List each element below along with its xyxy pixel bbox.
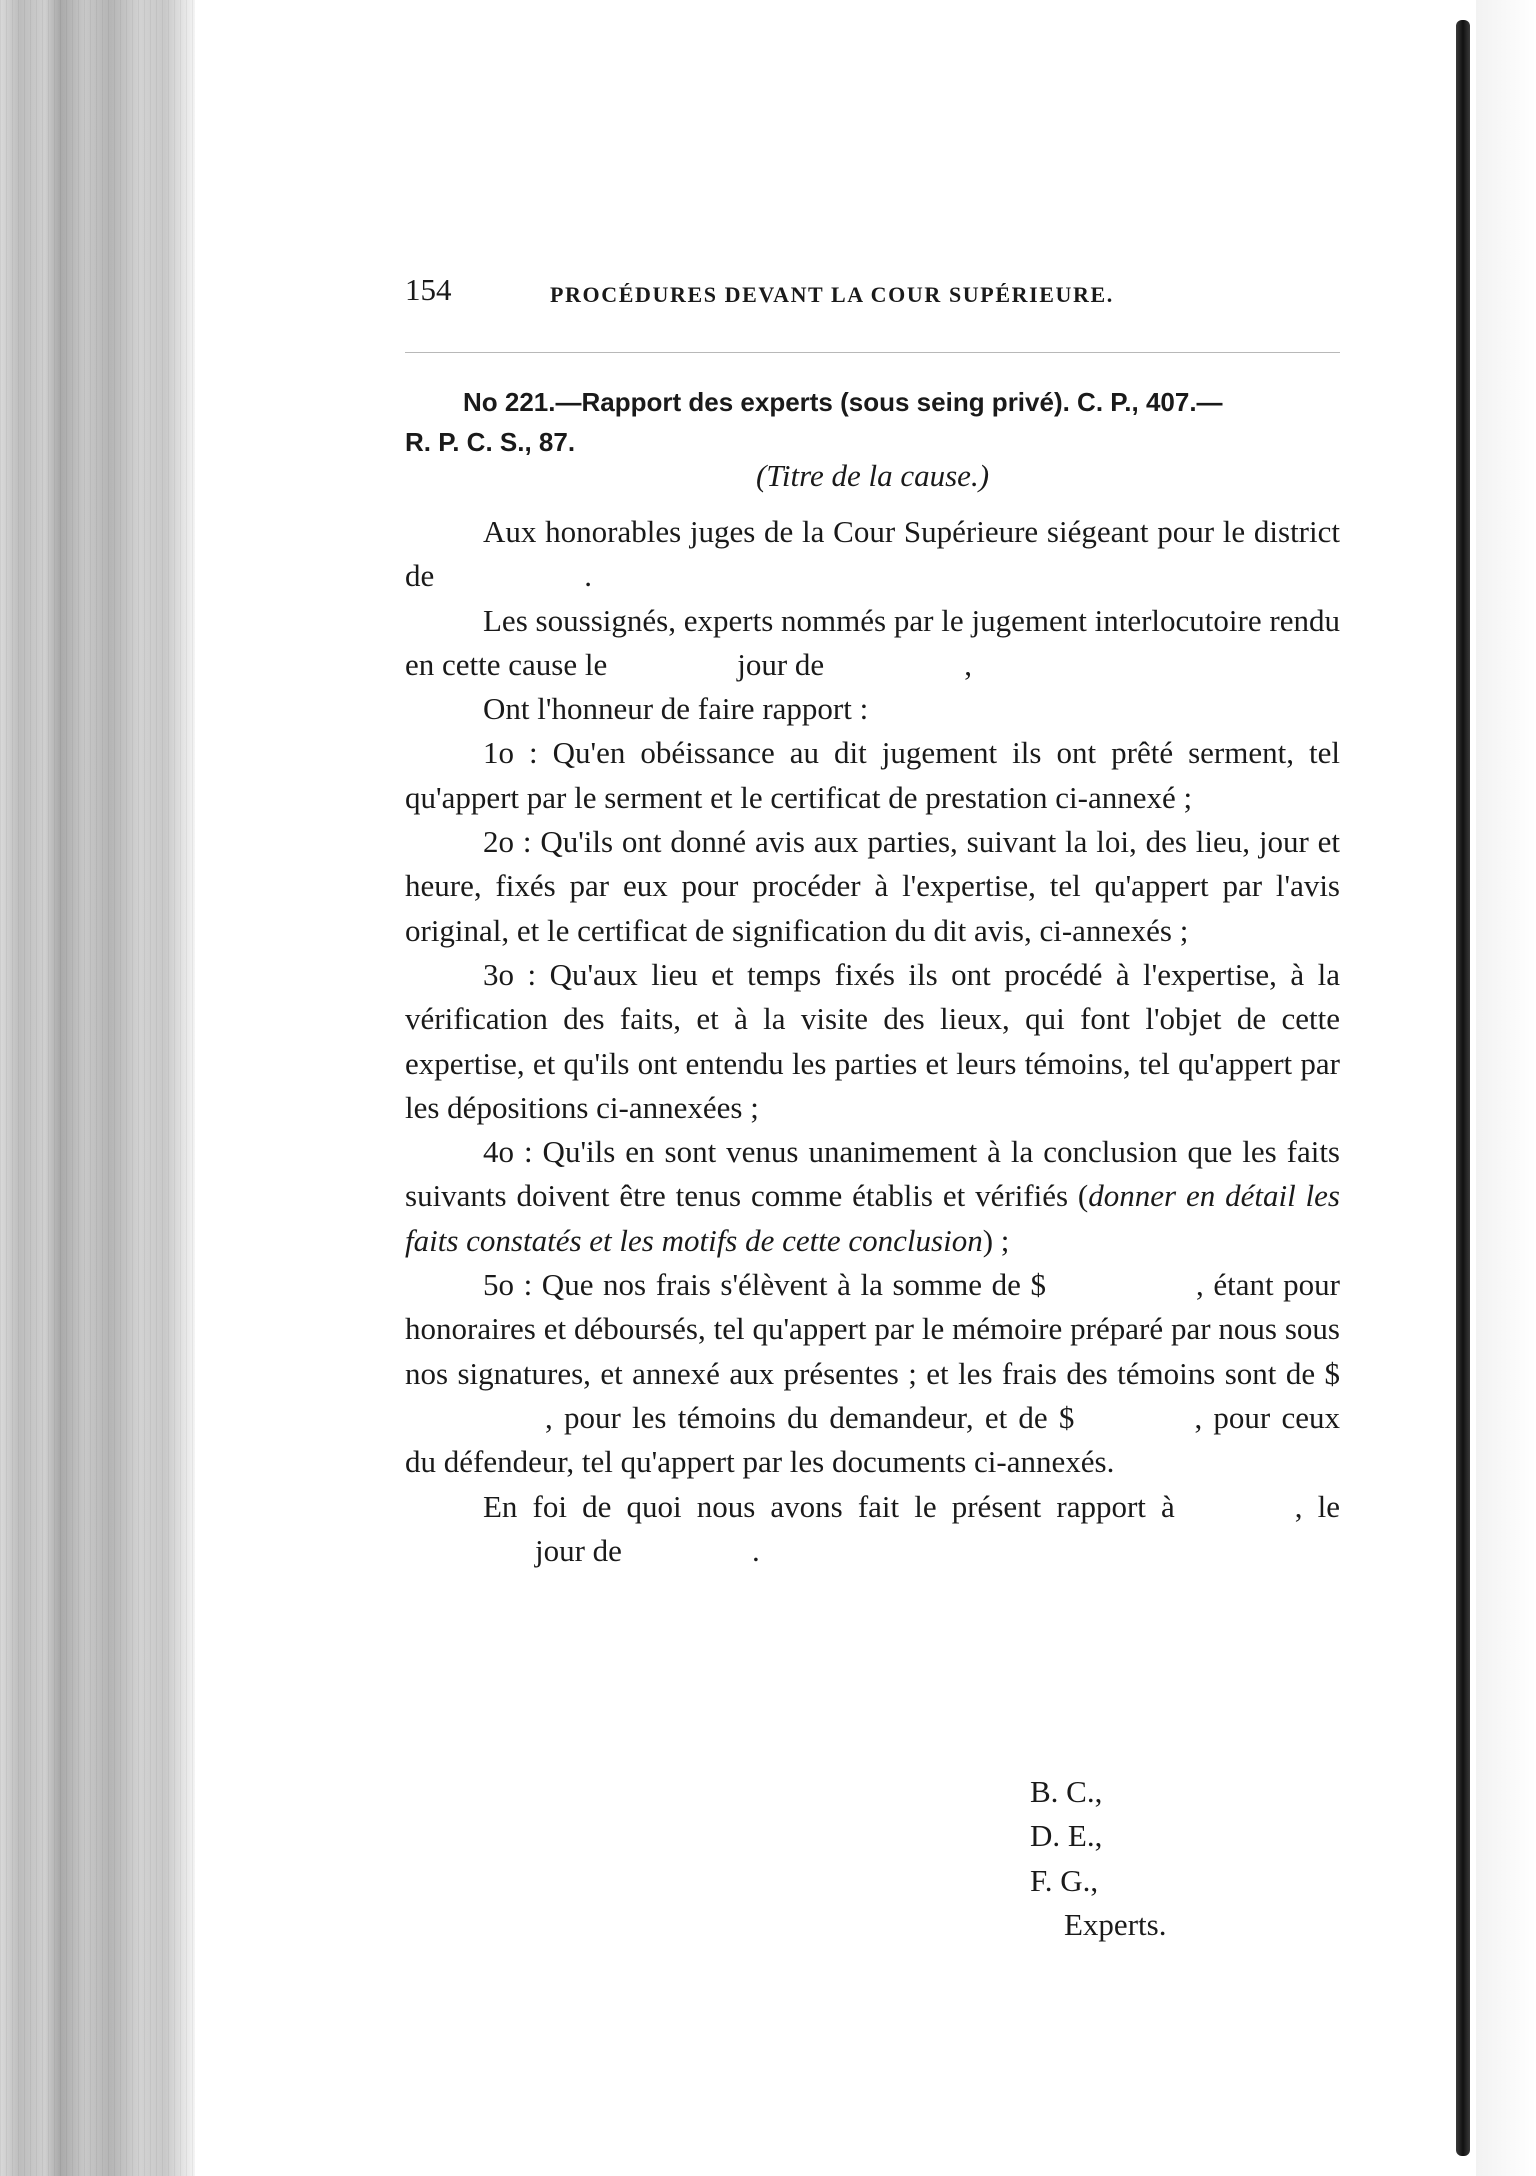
paragraph-intro: Les soussignés, experts nommés par le jugement interlocutoire rendu en cette cause le jour de , bbox=[405, 602, 1340, 682]
form-title-line-2: R. P. C. S., 87. bbox=[405, 427, 576, 457]
paragraph-item-4: 4o : Qu'ils en sont venus unanimement à la conclusion que les faits suivants doivent être tenus comme établis et vérifiés (donner en détail les faits constatés et les motifs de cette conclusion) ; bbox=[405, 1134, 1340, 1258]
report-body bbox=[405, 510, 1340, 1573]
signature-bc: B. C., bbox=[1030, 1774, 1103, 1809]
signature-de: D. E., bbox=[1030, 1818, 1103, 1854]
book-binding-edge bbox=[0, 0, 195, 2176]
header-rule bbox=[405, 352, 1340, 353]
paragraph-closing: En foi de quoi nous avons fait le présent rapport à , lejour de . bbox=[483, 1488, 1341, 1568]
paragraph-item-3: 3o : Qu'aux lieu et temps fixés ils ont procédé à l'expertise, à la vérification des faits, et à la visite des lieux, qui font l'objet de cette expertise, et qu'ils ont entendu les parties et leurs témoins, tel qu'appert par les dépositions ci-annexées ; bbox=[405, 956, 1340, 1125]
paragraph-address: Aux honorables juges de la Cour Supérieure siégeant pour le district de . bbox=[405, 514, 1340, 594]
signature-block bbox=[1030, 1770, 1230, 1947]
next-page-strip bbox=[1476, 0, 1536, 2176]
page-number: 154 bbox=[405, 272, 452, 307]
paragraph-item-2: 2o : Qu'ils ont donné avis aux parties, suivant la loi, des lieu, jour et heure, fixés par eux pour procéder à l'expertise, tel qu'appert par l'avis original, et le certificat de signification du dit avis, ci-annexés ; bbox=[405, 824, 1340, 948]
paragraph-item-5: 5o : Que nos frais s'élèvent à la somme de $ , étant pour honoraires et déboursés, tel qu'appert par le mémoire préparé par nous sous nos signatures, et annexé aux présentes ; et les frais des témoins sont de $, pour les témoins du demandeur, et de $ , pour ceux du défendeur, tel qu'appert par les documents ci-annexés. bbox=[405, 1267, 1341, 1480]
paragraph-item-1: 1o : Qu'en obéissance au dit jugement ils ont prêté serment, tel qu'appert par le serment et le certificat de prestation ci-annexé ; bbox=[405, 735, 1340, 815]
signature-experts: Experts. bbox=[1064, 1906, 1167, 1942]
book-page bbox=[405, 270, 1341, 1942]
running-title: PROCÉDURES DEVANT LA COUR SUPÉRIEURE. bbox=[550, 282, 1114, 307]
signature-fg: F. G., bbox=[1030, 1862, 1099, 1898]
form-title bbox=[405, 382, 1340, 462]
page-header bbox=[405, 270, 1340, 316]
cause-title: (Titre de la cause.) bbox=[755, 458, 990, 493]
page-edge-shadow bbox=[1456, 20, 1470, 2156]
page-right-edge bbox=[1448, 0, 1536, 2176]
form-title-line-1: No 221.—Rapport des experts (sous seing privé). C. P., 407.— bbox=[463, 387, 1223, 417]
instruction-italic: donner en détail les faits constatés et les motifs de cette conclusion bbox=[405, 1178, 1340, 1258]
paragraph-honneur: Ont l'honneur de faire rapport : bbox=[483, 691, 869, 727]
